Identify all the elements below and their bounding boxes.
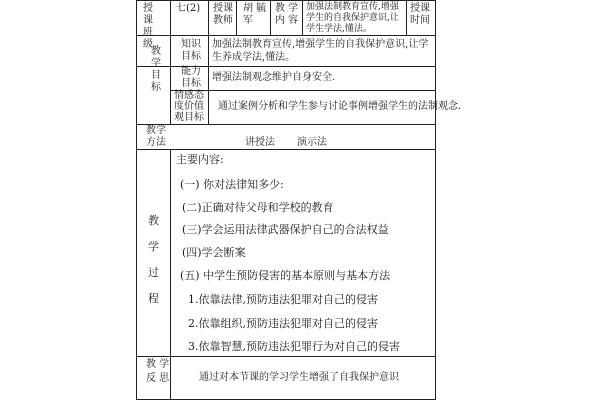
- label-reflection: 教 学 反 思: [146, 359, 170, 384]
- col-rule-1: [170, 0, 171, 124]
- label-time: 授课 时间: [410, 3, 430, 26]
- label-goals: 教 学 目 标: [151, 46, 161, 93]
- col-rule-5: [302, 0, 303, 35]
- process-item-4: (四)学会断案: [182, 246, 246, 259]
- label-methods: 教学 方法: [146, 125, 166, 148]
- process-item-3: (三)学会运用法律武器保护自己的合法权益: [182, 223, 389, 236]
- process-heading: 主要内容:: [176, 153, 224, 166]
- row-rule-process: [136, 356, 436, 357]
- process-item-1: (一) 你对法律知多少:: [180, 178, 284, 191]
- knowledge-goal-text: 加强法制教育宣传,增强学生的自我保护意识,让学生养成学法,懂法。: [212, 39, 429, 63]
- label-process: 教 学 过 程: [148, 214, 159, 305]
- row-rule-header: [136, 35, 436, 36]
- col-rule-1b: [170, 149, 171, 400]
- col-rule-4: [270, 0, 271, 35]
- row-rule-methods: [136, 149, 436, 150]
- process-item-2: (二)正确对待父母和学校的教育: [182, 201, 334, 214]
- teacher-value: 胡 毓 军: [243, 3, 267, 26]
- col-rule-6: [406, 0, 407, 35]
- ability-goal-text: 增强法制观念维护自身安全.: [212, 72, 336, 83]
- row-rule-goal2: [170, 90, 436, 91]
- border-top: [136, 0, 436, 1]
- label-class: 授 课 班 级: [143, 3, 154, 50]
- emotion-goal-text: 通过案例分析和学生参与讨论事例增强学生的法制观念.: [218, 101, 462, 112]
- process-item-8: 3.依靠智慧,预防违法犯罪行为对自己的侵害: [188, 340, 400, 353]
- method-demo: 演示法: [297, 137, 327, 148]
- process-item-5: (五) 中学生预防侵害的基本原则与基本方法: [180, 269, 391, 282]
- row-rule-goals: [136, 124, 436, 125]
- label-teacher: 授课 教师: [213, 3, 233, 26]
- reflection-text: 通过对本节课的学习学生增强了自我保护意识: [199, 372, 399, 383]
- col-rule-3: [236, 0, 237, 35]
- content-value: 加强法制教育宣传,增强学生的自我保护意识,让学生学法,懂法。: [306, 2, 399, 34]
- process-item-7: 2.依靠组织,预防违法犯罪对自己的侵害: [188, 317, 378, 330]
- label-knowledge-goal: 知识 目标: [181, 39, 201, 62]
- label-ability-goal: 能力 目标: [181, 66, 201, 89]
- border-left: [136, 0, 137, 400]
- col-rule-2: [208, 0, 209, 35]
- border-right: [435, 0, 436, 400]
- label-emotion-goal: 情感态 度价值 观目标: [174, 90, 204, 123]
- label-content: 教 学 内 容: [275, 3, 299, 26]
- method-lecture: 讲授法: [245, 137, 275, 148]
- process-item-6: 1.依靠法律,预防违法犯罪对自己的侵害: [188, 293, 378, 306]
- col-rule-2b: [208, 35, 209, 124]
- class-value: 七(2): [176, 3, 201, 14]
